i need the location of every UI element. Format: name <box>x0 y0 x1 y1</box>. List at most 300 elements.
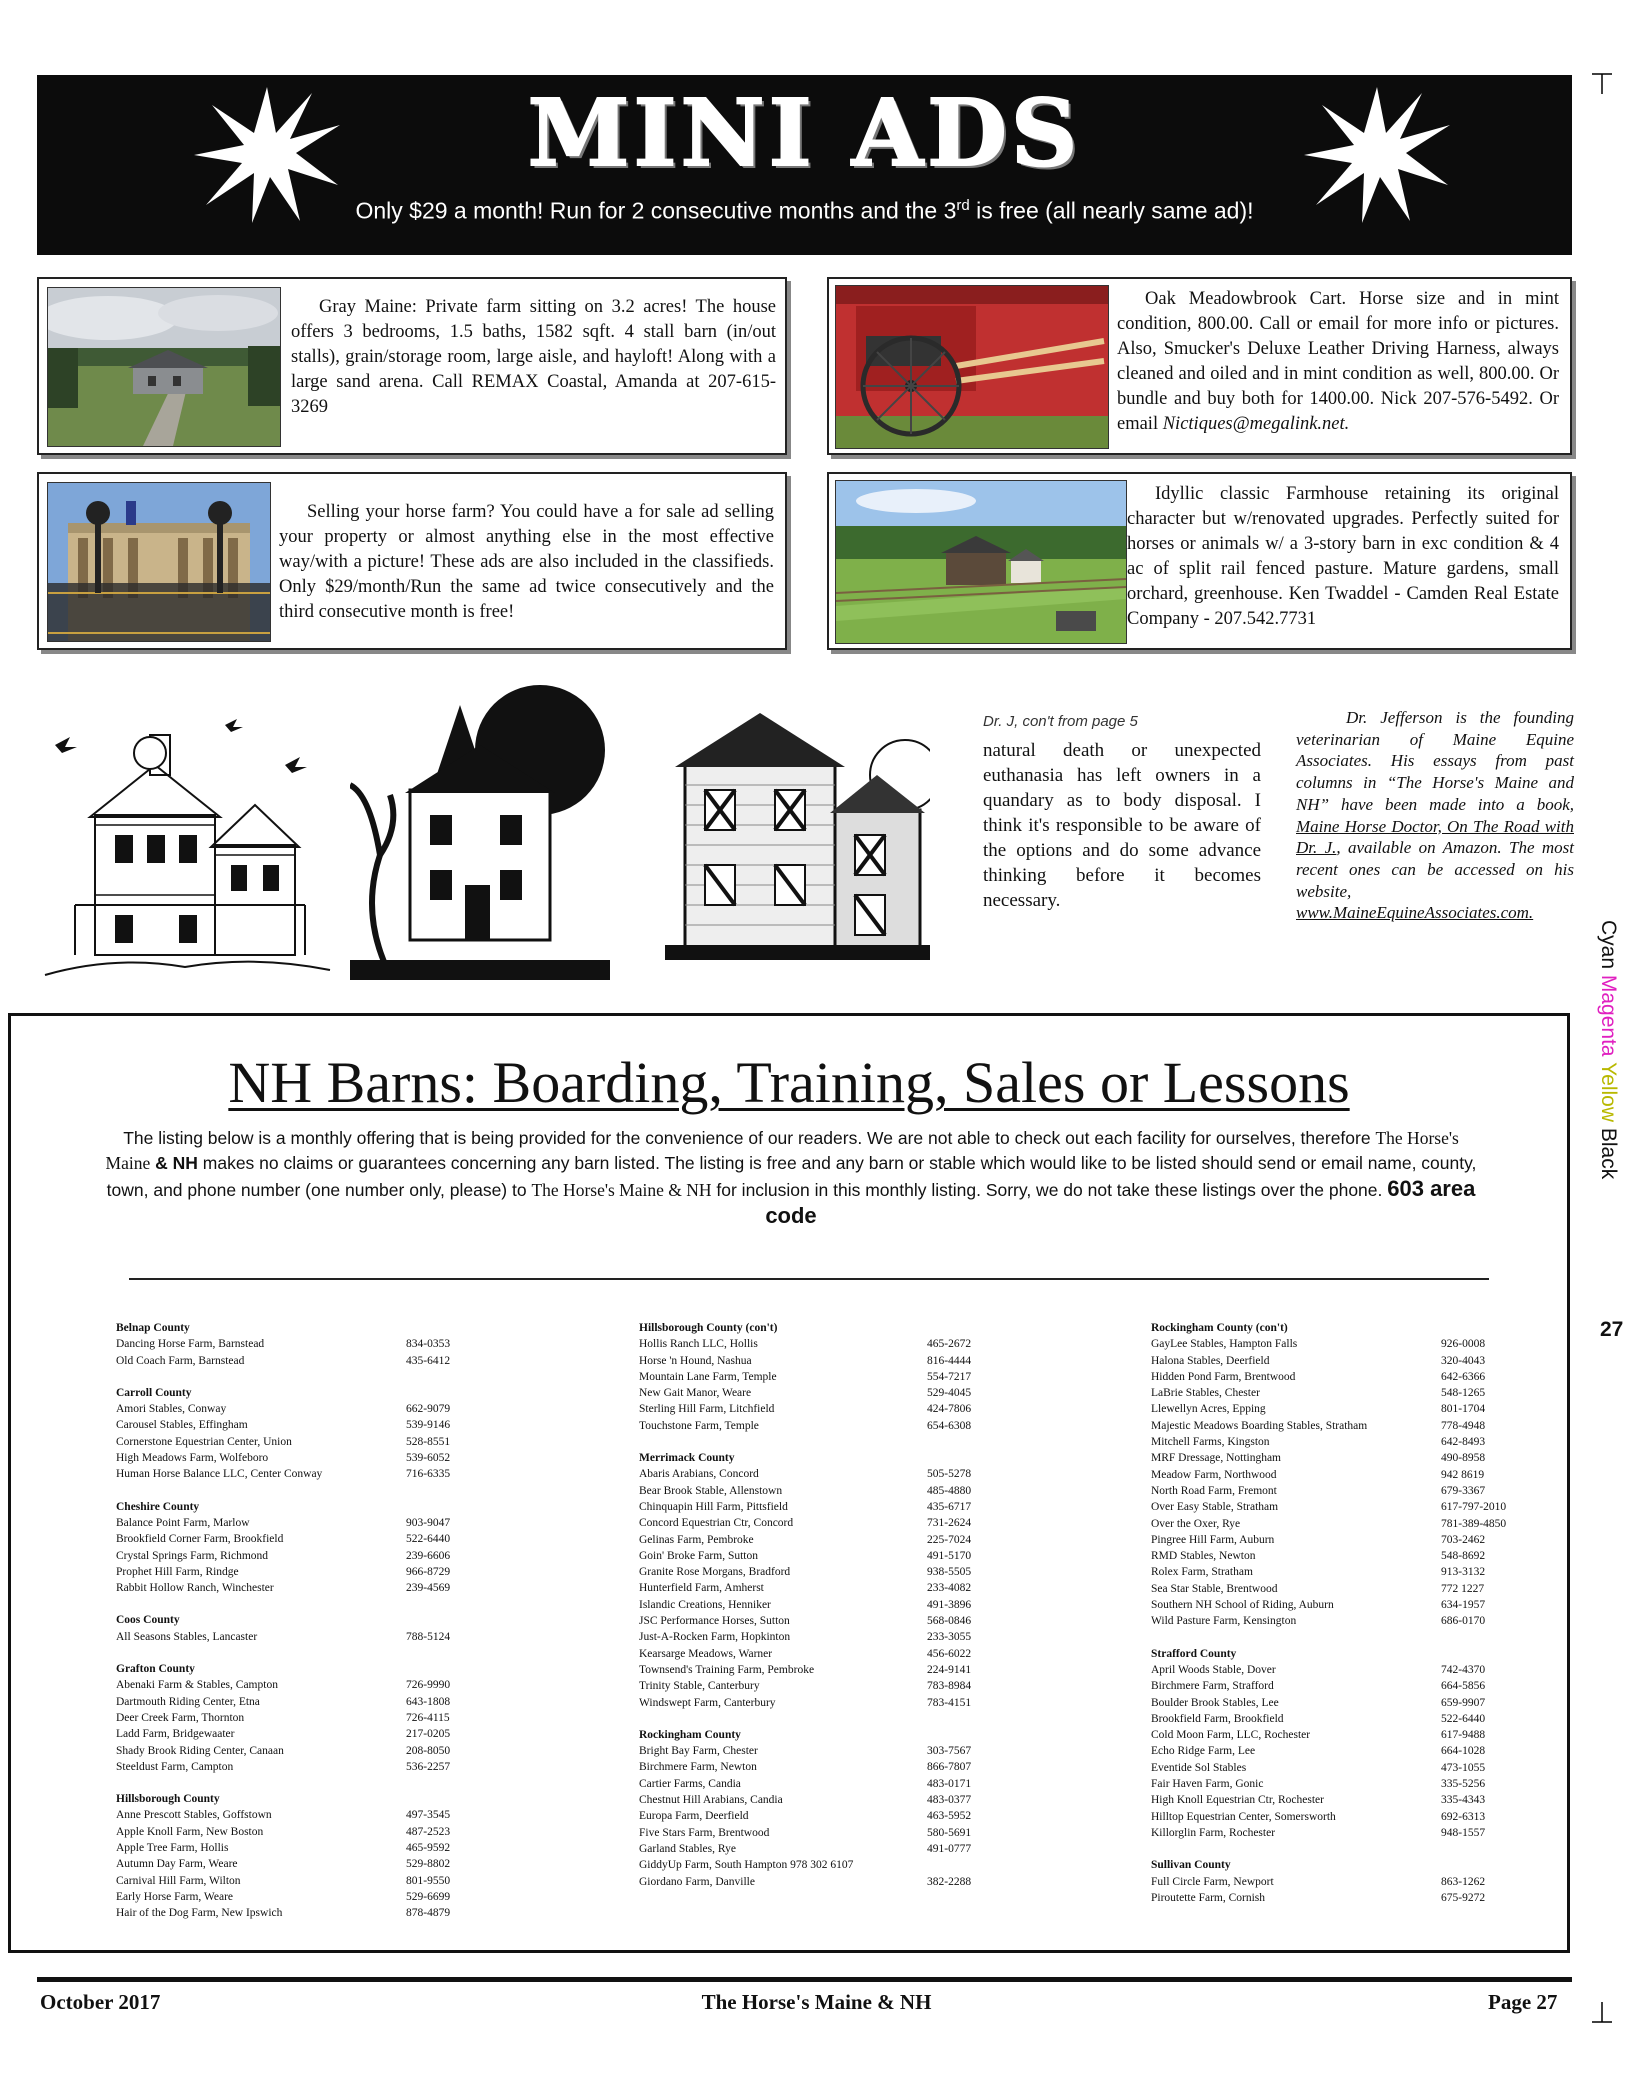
barn-phone: 659-9907 <box>1441 1696 1486 1709</box>
barn-phone: 487-2523 <box>406 1825 451 1838</box>
victorian-house-illustration <box>35 705 335 980</box>
barn-name: Apple Tree Farm, Hollis <box>116 1842 229 1855</box>
barn-phone: 463-5952 <box>927 1810 972 1823</box>
barn-phone: 522-6440 <box>1441 1712 1486 1725</box>
barn-name: Hilltop Equestrian Center, Somersworth <box>1151 1810 1336 1823</box>
barn-name: Garland Stables, Rye <box>639 1842 736 1855</box>
barn-phone: 382-2288 <box>927 1875 972 1888</box>
barn-listing-row <box>639 1662 997 1678</box>
barn-name: Dancing Horse Farm, Barnstead <box>116 1338 265 1351</box>
mini-ads-header <box>37 75 1572 255</box>
barn-listing-row <box>116 1889 476 1905</box>
barn-phone: 654-6308 <box>927 1419 972 1432</box>
barn-name: Hair of the Dog Farm, New Ipswich <box>116 1907 283 1920</box>
barn-listing-row <box>116 1824 476 1840</box>
barn-listing-row <box>116 1726 476 1742</box>
barn-name: Balance Point Farm, Marlow <box>116 1516 250 1529</box>
barn-name: Chestnut Hill Arabians, Candia <box>639 1794 783 1807</box>
county-heading: Sullivan County <box>1151 1859 1231 1872</box>
barn-name: April Woods Stable, Dover <box>1151 1663 1276 1676</box>
barn-phone: 662-9079 <box>406 1403 451 1416</box>
header-subtitle: Only $29 a month! Run for 2 consecutive months and the 3rd is free (all nearly same ad)! <box>355 197 1254 224</box>
palace-photo <box>47 482 271 642</box>
barn-phone: 816-4444 <box>927 1354 972 1367</box>
barn-phone: 217-0205 <box>406 1728 451 1741</box>
barn-name: Steeldust Farm, Campton <box>116 1760 234 1773</box>
barn-listing-row <box>1151 1499 1511 1515</box>
barn-phone: 726-9990 <box>406 1679 451 1692</box>
barn-listing-row <box>116 1434 476 1450</box>
barn-name: Brookfield Corner Farm, Brookfield <box>116 1533 284 1546</box>
author-bio: Dr. Jefferson is the founding veterinarian of Maine Equine Associates. His essays from past columns in “The Horse's Maine and NH” have been made into a book, Maine Horse Doctor, On The Road with Dr. J., available on Amazon. The most recent ones can be accessed on his website, www.MaineEquineAssociates.com. <box>1296 708 1574 923</box>
barn-phone: 473-1055 <box>1441 1761 1486 1774</box>
barn-phone: 239-4569 <box>406 1582 451 1595</box>
barn-name: Horse 'n Hound, Nashua <box>639 1354 752 1367</box>
barn-phone: 539-9146 <box>406 1419 451 1432</box>
barn-listing-row <box>639 1776 997 1792</box>
ad-gray-maine-text: Gray Maine: Private farm sitting on 3.2 acres! The house offers 3 bedrooms, 1.5 baths, 1582 sqft. 4 stall barn (in/out stalls), grain/storage room, large aisle, and hayloft! Along with a large sand arena. Call REMAX Coastal, Amanda at 207-615-3269 <box>291 297 776 417</box>
ad-cart-text: Oak Meadowbrook Cart. Horse size and in mint condition, 800.00. Call or email for more info or pictures. Also, Smucker's Deluxe Leather Driving Harness, always cleaned and oiled and in mint condition as well, 800.00. Or bundle and buy both for 1400.00. Nick 207-576-5492. Or email Nictiques@megalink.net. <box>1117 289 1559 434</box>
barn-listing-row <box>116 1531 476 1547</box>
barn-name: Concord Equestrian Ctr, Concord <box>639 1517 794 1530</box>
barn-listing-row <box>639 1548 997 1564</box>
barn-phone: 617-797-2010 <box>1441 1501 1507 1514</box>
barn-name: GayLee Stables, Hampton Falls <box>1151 1338 1298 1351</box>
barn-name: RMD Stables, Newton <box>1151 1550 1256 1563</box>
barn-listing-row <box>116 1710 476 1726</box>
ad-meadowbrook-cart <box>827 277 1572 455</box>
barn-phone: 642-8493 <box>1441 1436 1486 1449</box>
barn-phone: 548-8692 <box>1441 1550 1486 1563</box>
barn-name: Sterling Hill Farm, Litchfield <box>639 1403 775 1416</box>
barn-phone: 675-9272 <box>1441 1891 1486 1904</box>
barn-phone: 866-7807 <box>927 1761 972 1774</box>
barn-name: Cold Moon Farm, LLC, Rochester <box>1151 1729 1311 1742</box>
barn-listing-row <box>116 1450 476 1466</box>
barn-listing-row <box>639 1564 997 1580</box>
nh-barns-listing <box>8 1013 1570 1953</box>
barn-name: Early Horse Farm, Weare <box>116 1890 234 1903</box>
barn-name: Over Easy Stable, Stratham <box>1151 1501 1279 1514</box>
barn-name: Pingree Hill Farm, Auburn <box>1151 1533 1275 1546</box>
barn-listing-row <box>116 1353 476 1369</box>
barn-phone: 435-6412 <box>406 1354 451 1367</box>
website-link[interactable]: www.MaineEquineAssociates.com. <box>1296 903 1534 923</box>
barn-listing-row <box>1151 1369 1511 1385</box>
haunted-house-illustration <box>350 675 610 980</box>
barn-listing-row <box>1151 1581 1511 1597</box>
ad-selling-farm <box>37 472 787 650</box>
barn-phone: 539-6052 <box>406 1452 451 1465</box>
barn-name: Rabbit Hollow Ranch, Winchester <box>116 1582 274 1595</box>
barn-listing-row <box>1151 1809 1511 1825</box>
yellow-label: Yellow <box>1597 1062 1620 1123</box>
barns-divider <box>129 1278 1489 1280</box>
barn-name: Birchmere Farm, Strafford <box>1151 1680 1274 1693</box>
barn-phone: 926-0008 <box>1441 1338 1486 1351</box>
county-heading: Hillsborough County (con't) <box>639 1322 778 1334</box>
barn-phone: 692-6313 <box>1441 1810 1486 1823</box>
barn-listing-row <box>1151 1695 1511 1711</box>
barn-phone: 772 1227 <box>1441 1582 1485 1595</box>
barn-name: Cartier Farms, Candia <box>639 1777 741 1790</box>
barn-name: Birchmere Farm, Newton <box>639 1761 757 1774</box>
barn-name: Townsend's Training Farm, Pembroke <box>639 1663 815 1676</box>
barn-name: Meadow Farm, Northwood <box>1151 1468 1277 1481</box>
barn-name: Majestic Meadows Boarding Stables, Stratham <box>1151 1419 1368 1432</box>
barn-phone: 224-9141 <box>927 1663 972 1676</box>
county-heading: Rockingham County <box>639 1728 741 1741</box>
barn-name: All Seasons Stables, Lancaster <box>116 1630 258 1643</box>
barn-name: Dartmouth Riding Center, Etna <box>116 1695 260 1708</box>
barn-listing-row <box>639 1597 997 1613</box>
barn-listing-row <box>639 1336 997 1352</box>
black-label: Black <box>1597 1127 1620 1180</box>
barn-name: Anne Prescott Stables, Goffstown <box>116 1809 272 1822</box>
side-page-number: 27 <box>1600 1318 1624 1341</box>
barn-phone: 726-4115 <box>406 1711 450 1724</box>
barn-name: Eventide Sol Stables <box>1151 1761 1247 1774</box>
barn-phone: 913-3132 <box>1441 1566 1486 1579</box>
barn-phone: 335-5256 <box>1441 1778 1486 1791</box>
barn-name: Gelinas Farm, Pembroke <box>639 1533 754 1546</box>
barn-phone: 966-8729 <box>406 1565 451 1578</box>
boarded-house-illustration <box>665 705 930 960</box>
barn-name: Southern NH School of Riding, Auburn <box>1151 1599 1334 1612</box>
barn-phone: 863-1262 <box>1441 1875 1486 1888</box>
barn-listing-row <box>639 1743 997 1759</box>
barn-phone: 239-6606 <box>406 1549 451 1562</box>
barn-name: Carnival Hill Farm, Wilton <box>116 1874 241 1887</box>
barn-listing-row <box>1151 1776 1511 1792</box>
barn-listing-row <box>1151 1548 1511 1564</box>
barn-listing-row <box>116 1629 476 1645</box>
barn-listing-row <box>1151 1825 1511 1841</box>
barn-listing-row <box>116 1759 476 1775</box>
barn-phone: 580-5691 <box>927 1826 972 1839</box>
barn-phone: 948-1557 <box>1441 1826 1486 1839</box>
barn-listing-row <box>639 1369 997 1385</box>
barn-listing-row <box>1151 1336 1511 1352</box>
barn-name: High Meadows Farm, Wolfeboro <box>116 1452 269 1465</box>
ad-farmhouse-text: Idyllic classic Farmhouse retaining its original character but w/renovated upgrades. Perfectly suited for horses or animals w/ a 3-story barn in exc condition & 4 ac of split rail fenced pasture. Mature gardens, small orchard, greenhouse. Ken Twaddel - Camden Real Estate Company - 207.542.7731 <box>1127 484 1559 629</box>
cart-email-link[interactable]: Nictiques@megalink.net. <box>1162 414 1350 434</box>
barn-name: Hollis Ranch LLC, Hollis <box>639 1338 758 1351</box>
barn-listing-row <box>116 1548 476 1564</box>
barn-phone: 788-5124 <box>406 1630 451 1643</box>
barn-phone: 491-3896 <box>927 1598 972 1611</box>
barn-phone: 465-2672 <box>927 1338 972 1351</box>
ad-farmhouse <box>827 472 1572 650</box>
ad-gray-maine <box>37 277 787 455</box>
barn-phone: 716-6335 <box>406 1468 451 1481</box>
barn-listing-row <box>639 1857 997 1873</box>
cart-photo <box>835 285 1109 449</box>
footer-date: October 2017 <box>40 1990 161 2014</box>
county-heading: Belnap County <box>116 1322 190 1334</box>
ad-selling-text: Selling your horse farm? You could have a for sale ad selling your property or almost anything else in the most effective way/with a picture! These ads are also included in the classifieds. Only $29/month/Run the same ad twice consecutively and the third consecutive month is free! <box>279 502 774 622</box>
barn-listing-row <box>639 1418 997 1434</box>
barn-listing-row <box>639 1808 997 1824</box>
barn-phone: 485-4880 <box>927 1484 972 1497</box>
barn-listing-row <box>639 1532 997 1548</box>
barn-name: JSC Performance Horses, Sutton <box>639 1615 790 1628</box>
barn-name: Rolex Farm, Stratham <box>1151 1566 1253 1579</box>
barn-phone: 233-3055 <box>927 1631 972 1644</box>
barn-listing-row <box>1151 1760 1511 1776</box>
barn-phone: 781-389-4850 <box>1441 1517 1507 1530</box>
barn-listing-row <box>639 1874 997 1890</box>
farm-photo <box>47 287 281 447</box>
barn-name: Ladd Farm, Bridgewaater <box>116 1728 235 1741</box>
barn-phone: 483-0377 <box>927 1794 972 1807</box>
barn-listing-row <box>116 1807 476 1823</box>
barn-name: Mitchell Farms, Kingston <box>1151 1436 1270 1449</box>
barn-name: Autumn Day Farm, Weare <box>116 1858 238 1871</box>
barn-name: New Gait Manor, Weare <box>639 1387 752 1400</box>
barn-name: Islandic Creations, Henniker <box>639 1598 771 1611</box>
barn-listing-row <box>639 1353 997 1369</box>
barn-name: LaBrie Stables, Chester <box>1151 1387 1260 1400</box>
barn-name: Hidden Pond Farm, Brentwood <box>1151 1370 1296 1383</box>
county-heading: Carroll County <box>116 1386 192 1399</box>
barn-name: North Road Farm, Fremont <box>1151 1484 1277 1497</box>
barn-name: Windswept Farm, Canterbury <box>639 1696 776 1709</box>
barn-phone: 529-4045 <box>927 1387 972 1400</box>
county-heading: Merrimack County <box>639 1452 735 1465</box>
barn-phone: 335-4343 <box>1441 1794 1486 1807</box>
barn-name: Boulder Brook Stables, Lee <box>1151 1696 1279 1709</box>
barn-listing-row <box>1151 1385 1511 1401</box>
barn-name: Piroutette Farm, Cornish <box>1151 1891 1266 1904</box>
barn-listing-row <box>1151 1353 1511 1369</box>
barn-listing-row <box>1151 1890 1511 1906</box>
barn-name: Old Coach Farm, Barnstead <box>116 1354 245 1367</box>
barn-name: Prophet Hill Farm, Rindge <box>116 1565 239 1578</box>
barn-phone: 497-3545 <box>406 1809 451 1822</box>
barn-listing-row <box>116 1677 476 1693</box>
barn-phone: 938-5505 <box>927 1566 972 1579</box>
barn-listing-row <box>639 1629 997 1645</box>
barn-phone: 554-7217 <box>927 1370 972 1383</box>
barn-listing-row <box>639 1678 997 1694</box>
barn-name: Giordano Farm, Danville <box>639 1875 755 1888</box>
barn-name: Kearsarge Meadows, Warner <box>639 1647 773 1660</box>
county-heading: Strafford County <box>1151 1647 1237 1660</box>
barn-listing-row <box>1151 1727 1511 1743</box>
barn-phone: 878-4879 <box>406 1907 451 1920</box>
county-heading: Rockingham County (con't) <box>1151 1322 1288 1334</box>
barn-listing-row <box>116 1743 476 1759</box>
article-body: natural death or unexpected euthanasia has left owners in a quandary as to body disposal. I think it's responsible to be aware of the options and do some advance thinking before it becomes necessary. <box>983 740 1261 911</box>
barn-listing-row <box>1151 1516 1511 1532</box>
barn-name: Fair Haven Farm, Gonic <box>1151 1778 1264 1791</box>
barn-name: Echo Ridge Farm, Lee <box>1151 1745 1256 1758</box>
barn-listing-row <box>1151 1743 1511 1759</box>
listing-column-1 <box>116 1320 476 1922</box>
barn-name: Chinquapin Hill Farm, Pittsfield <box>639 1500 788 1513</box>
barn-phone: 617-9488 <box>1441 1729 1486 1742</box>
barn-phone: 664-1028 <box>1441 1745 1486 1758</box>
barn-listing-row <box>1151 1597 1511 1613</box>
barn-name: Llewellyn Acres, Epping <box>1151 1403 1266 1416</box>
barn-listing-row <box>116 1515 476 1531</box>
barn-name: GiddyUp Farm, South Hampton 978 302 6107 <box>639 1859 854 1872</box>
barn-name: Hunterfield Farm, Amherst <box>639 1582 764 1595</box>
barn-phone: 528-8551 <box>406 1435 451 1448</box>
barn-name: Apple Knoll Farm, New Boston <box>116 1825 264 1838</box>
barn-listing-row <box>639 1759 997 1775</box>
footer-rule <box>37 1977 1572 1982</box>
barn-listing-row <box>639 1792 997 1808</box>
barn-name: Bear Brook Stable, Allenstown <box>639 1484 783 1497</box>
barn-listing-row <box>1151 1483 1511 1499</box>
barn-name: Granite Rose Morgans, Bradford <box>639 1566 791 1579</box>
barn-listing-row <box>1151 1662 1511 1678</box>
barn-listing-row <box>1151 1532 1511 1548</box>
footer-publication: The Horse's Maine & NH <box>701 1990 932 2014</box>
county-heading: Coos County <box>116 1614 180 1627</box>
barn-phone: 664-5856 <box>1441 1680 1486 1693</box>
barn-name: Abenaki Farm & Stables, Campton <box>116 1679 278 1692</box>
barn-name: Abaris Arabians, Concord <box>639 1468 759 1481</box>
barn-phone: 435-6717 <box>927 1500 972 1513</box>
barn-listing-row <box>1151 1874 1511 1890</box>
barn-name: Deer Creek Farm, Thornton <box>116 1711 245 1724</box>
barn-listing-row <box>639 1499 997 1515</box>
barn-listing-row <box>116 1564 476 1580</box>
barn-phone: 491-5170 <box>927 1549 972 1562</box>
barn-listing-row <box>639 1483 997 1499</box>
barn-phone: 643-1808 <box>406 1695 451 1708</box>
barn-phone: 783-4151 <box>927 1696 972 1709</box>
barn-name: Mountain Lane Farm, Temple <box>639 1370 777 1383</box>
farmhouse-photo <box>835 480 1127 644</box>
barn-listing-row <box>639 1613 997 1629</box>
barn-listing-row <box>639 1385 997 1401</box>
barn-phone: 834-0353 <box>406 1338 451 1351</box>
barn-listing-row <box>1151 1564 1511 1580</box>
barn-listing-row <box>116 1466 476 1482</box>
barn-phone <box>927 1857 997 1873</box>
barn-name: Cornerstone Equestrian Center, Union <box>116 1435 292 1448</box>
barn-phone: 320-4043 <box>1441 1354 1486 1367</box>
barn-listing-row <box>639 1401 997 1417</box>
barn-phone: 483-0171 <box>927 1777 972 1790</box>
barn-listing-row <box>639 1580 997 1596</box>
footer-page: Page 27 <box>1488 1990 1558 2014</box>
barn-name: Wild Pasture Farm, Kensington <box>1151 1615 1297 1628</box>
barn-phone: 703-2462 <box>1441 1533 1486 1546</box>
barn-phone: 778-4948 <box>1441 1419 1486 1432</box>
barn-phone: 465-9592 <box>406 1842 451 1855</box>
barn-listing-row <box>116 1417 476 1433</box>
barn-phone: 522-6440 <box>406 1533 451 1546</box>
barn-listing-row <box>639 1695 997 1711</box>
listing-column-2 <box>639 1320 997 1890</box>
barn-listing-row <box>639 1841 997 1857</box>
barn-phone: 568-0846 <box>927 1615 972 1628</box>
barn-name: Shady Brook Riding Center, Canaan <box>116 1744 284 1757</box>
barn-name: Just-A-Rocken Farm, Hopkinton <box>639 1631 791 1644</box>
barn-name: Goin' Broke Farm, Sutton <box>639 1549 758 1562</box>
barn-listing-row <box>1151 1711 1511 1727</box>
barn-name: Europa Farm, Deerfield <box>639 1810 749 1823</box>
barn-listing-row <box>116 1840 476 1856</box>
barn-phone: 634-1957 <box>1441 1599 1486 1612</box>
barn-listing-row <box>1151 1467 1511 1483</box>
barn-listing-row <box>116 1336 476 1352</box>
barn-listing-row <box>639 1646 997 1662</box>
barn-listing-row <box>116 1873 476 1889</box>
listing-column-3 <box>1151 1320 1511 1906</box>
barn-phone: 303-7567 <box>927 1745 972 1758</box>
barn-name: Halona Stables, Deerfield <box>1151 1354 1270 1367</box>
barn-phone: 233-4082 <box>927 1582 972 1595</box>
county-heading: Hillsborough County <box>116 1793 220 1806</box>
crop-mark-top <box>1590 72 1614 96</box>
barn-phone: 731-2624 <box>927 1517 972 1530</box>
barn-phone: 801-1704 <box>1441 1403 1486 1416</box>
barn-phone: 903-9047 <box>406 1516 451 1529</box>
barn-phone: 208-8050 <box>406 1744 451 1757</box>
barn-phone: 225-7024 <box>927 1533 972 1546</box>
barn-name: Human Horse Balance LLC, Center Conway <box>116 1468 323 1481</box>
barn-phone: 490-8958 <box>1441 1452 1486 1465</box>
barn-phone: 642-6366 <box>1441 1370 1486 1383</box>
barn-name: Brookfield Farm, Brookfield <box>1151 1712 1284 1725</box>
barn-name: Killorglin Farm, Rochester <box>1151 1826 1276 1839</box>
barn-phone: 491-0777 <box>927 1842 972 1855</box>
barn-phone: 505-5278 <box>927 1468 972 1481</box>
barn-listing-row <box>639 1466 997 1482</box>
barn-name: Bright Bay Farm, Chester <box>639 1745 758 1758</box>
barn-name: High Knoll Equestrian Ctr, Rochester <box>1151 1794 1324 1807</box>
barn-phone: 679-3367 <box>1441 1484 1486 1497</box>
barn-phone: 424-7806 <box>927 1403 972 1416</box>
barn-name: Full Circle Farm, Newport <box>1151 1875 1274 1888</box>
barn-listing-row <box>639 1515 997 1531</box>
barns-description: The listing below is a monthly offering that is being provided for the convenience of our readers. We are not able to check out each facility for ourselves, therefore The Horse's Maine & NH makes no claims or guarantees concerning any barn listed. The listing is free and any barn or stable which would like to be listed should send or email name, county, town, and phone number (one number only, please) to The Horse's Maine & NH for inclusion in this monthly listing. Sorry, we do not take these listings over the phone. 603 area code <box>105 1128 1477 1228</box>
barn-phone: 529-8802 <box>406 1858 451 1871</box>
barn-listing-row <box>1151 1434 1511 1450</box>
barn-phone: 942 8619 <box>1441 1468 1485 1481</box>
magenta-label: Magenta <box>1597 974 1620 1057</box>
barn-phone: 686-0170 <box>1441 1615 1486 1628</box>
barn-name: Touchstone Farm, Temple <box>639 1419 759 1432</box>
county-heading: Cheshire County <box>116 1500 200 1513</box>
barn-name: Over the Oxer, Rye <box>1151 1517 1241 1530</box>
barn-listing-row <box>1151 1613 1511 1629</box>
header-title: MINI ADS <box>527 79 1082 187</box>
barn-listing-row <box>116 1580 476 1596</box>
barn-name: Amori Stables, Conway <box>116 1403 227 1416</box>
barn-phone: 529-6699 <box>406 1890 451 1903</box>
barn-name: Five Stars Farm, Brentwood <box>639 1826 770 1839</box>
barn-name: Sea Star Stable, Brentwood <box>1151 1582 1278 1595</box>
barn-name: Carousel Stables, Effingham <box>116 1419 248 1432</box>
county-heading: Grafton County <box>116 1663 195 1676</box>
book-title-link[interactable]: Maine Horse Doctor, On The Road with Dr. J. <box>1296 816 1574 858</box>
color-registration-marks <box>1590 920 1630 1200</box>
barn-listing-row <box>1151 1678 1511 1694</box>
barn-phone: 783-8984 <box>927 1680 972 1693</box>
barns-title: NH Barns: Boarding, Training, Sales or Lessons <box>228 1050 1350 1115</box>
barn-listing-row <box>1151 1418 1511 1434</box>
barn-listing-row <box>1151 1792 1511 1808</box>
barn-phone: 548-1265 <box>1441 1387 1486 1400</box>
barn-name: Crystal Springs Farm, Richmond <box>116 1549 269 1562</box>
